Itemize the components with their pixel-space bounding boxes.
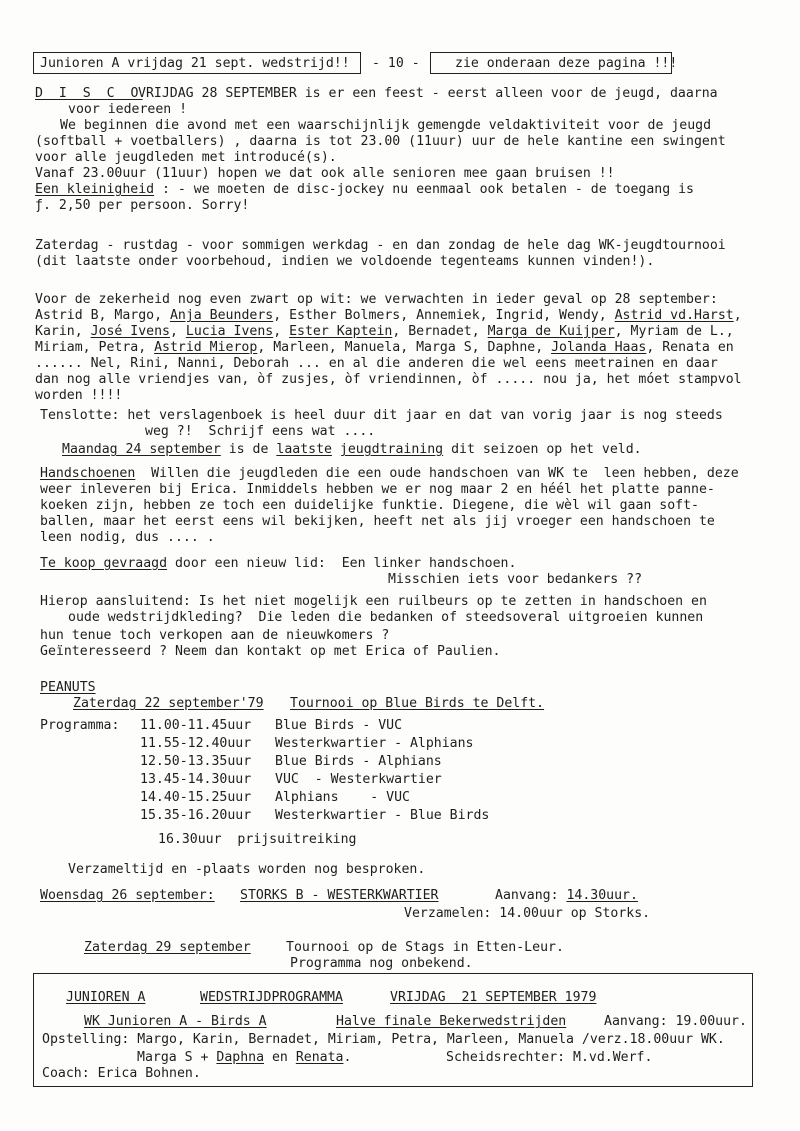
- names-text: Astrid B, Margo,: [35, 308, 170, 323]
- handschoenen-line-1: [40, 466, 739, 482]
- name-underlined: José Ivens: [90, 324, 170, 339]
- names-line-2: [35, 308, 742, 324]
- footer-team: JUNIOREN A: [66, 990, 146, 1005]
- prize-line: 16.30uur prijsuitreiking: [158, 832, 357, 847]
- footer-program: WEDSTRIJDPROGRAMMA: [200, 990, 343, 1005]
- maandag-line: [62, 442, 642, 458]
- names-text: , Marleen, Manuela, Marga S, Daphne,: [257, 340, 552, 355]
- woensdag-aanvang: [495, 888, 638, 904]
- tekoop-title: Te koop gevraagd: [40, 556, 168, 571]
- peanuts-event: Tournooi op Blue Birds te Delft.: [290, 696, 545, 711]
- footer-match: WK Junioren A - Birds A: [84, 1014, 267, 1029]
- zaterdag29-date: Zaterdag 29 september: [84, 940, 251, 955]
- peanuts-date: Zaterdag 22 september'79: [73, 696, 264, 711]
- maandag-training: jeugdtraining: [339, 442, 444, 457]
- names-line-5: ...... Nel, Rini, Nanni, Deborah ... en al die anderen die wel eens meetrainen en daar: [35, 356, 718, 371]
- names-line-6: dan nog alle vriendjes van, òf zusjes, òf vriendinnen, òf ..... nou ja, het móet stampvol: [35, 372, 742, 387]
- saturday-line-1: Zaterdag - rustdag - voor sommigen werkdag - en dan zondag de hele dag WK-jeugdtournooi: [35, 238, 726, 253]
- disco-line-2: voor iedereen !: [68, 102, 188, 117]
- names-line-1: Voor de zekerheid nog even zwart op wit: we verwachten in ieder geval op 28 september:: [35, 292, 718, 307]
- header-right-text: zie onderaan deze pagina !!!: [455, 56, 678, 71]
- opstelling-name: Renata: [295, 1050, 344, 1065]
- ruilbeurs-line-3: hun tenue toch verkopen aan de nieuwkomers ?: [40, 628, 390, 643]
- schedule-time: 13.45-14.30uur: [140, 772, 252, 787]
- disco-line-6: Vanaf 23.00uur (11uur) hopen we dat ook alle senioren mee gaan bruisen !!: [35, 166, 615, 181]
- ruilbeurs-line-4: Geïnteresseerd ? Neem dan kontakt op met Erica of Paulien.: [40, 644, 501, 659]
- maandag-text: dit seizoen op het veld.: [443, 442, 642, 457]
- names-text: ,: [273, 324, 290, 339]
- opstelling-text: en: [264, 1050, 296, 1065]
- tekoop-text: door een nieuw lid: Een linker handschoen.: [167, 556, 517, 571]
- footer-scheidsrechter: Scheidsrechter: M.vd.Werf.: [446, 1050, 653, 1065]
- name-underlined: Marga de Kuijper: [487, 324, 615, 339]
- names-line-3: [35, 324, 734, 340]
- page-number: - 10 -: [372, 56, 420, 71]
- handschoenen-line-4: ballen, maar het eerst eens wil bekijken, heeft net als jij vroeger een handschoen te: [40, 514, 715, 529]
- zaterdag29-program: Programma nog onbekend.: [290, 956, 473, 971]
- opstelling-name: Daphna: [216, 1050, 265, 1065]
- handschoenen-line-2: weer inleveren bij Erica. Inmiddels hebben we er nog maar 2 en héél het platte panne-: [40, 482, 715, 497]
- schedule-time: 15.35-16.20uur: [140, 808, 252, 823]
- names-text: , Renata en: [646, 340, 734, 355]
- footer-opstelling-2: [137, 1050, 351, 1066]
- peanuts-title: PEANUTS: [40, 680, 96, 695]
- disco-line-3: We beginnen die avond met een waarschijnlijk gemengde veldaktiviteit voor de jeugd: [60, 118, 712, 133]
- programma-label: Programma:: [40, 718, 120, 733]
- tekoop-line-1: [40, 556, 516, 572]
- tekoop-line-2: Misschien iets voor bedankers ??: [388, 572, 643, 587]
- aanvang-time: 14.30uur.: [566, 888, 638, 903]
- name-underlined: Lucia Ivens: [185, 324, 274, 339]
- schedule-time: 11.55-12.40uur: [140, 736, 252, 751]
- zaterdag29-event: Tournooi op de Stags in Etten-Leur.: [286, 940, 564, 955]
- footer-type: Halve finale Bekerwedstrijden: [336, 1014, 567, 1029]
- disco-line-8: ƒ. 2,50 per persoon. Sorry!: [35, 198, 250, 213]
- aanvang-label: Aanvang:: [495, 888, 567, 903]
- names-line-4: [35, 340, 734, 356]
- woensdag-match: STORKS B - WESTERKWARTIER: [240, 888, 439, 903]
- saturday-line-2: (dit laatste onder voorbehoud, indien we voldoende tegenteams kunnen vinden!).: [35, 254, 655, 269]
- gather-line: Verzameltijd en -plaats worden nog besproken.: [68, 862, 426, 877]
- handschoenen-line-3: koeken zijn, hebben ze toch een duidelijke funktie. Diegene, die wèl wil gaan soft-: [40, 498, 699, 513]
- ruilbeurs-line-1: Hierop aansluitend: Is het niet mogelijk een ruilbeurs op te zetten in handschoen en: [40, 594, 707, 609]
- disco-title: D I S C O: [35, 86, 143, 101]
- schedule-time: 12.50-13.35uur: [140, 754, 252, 769]
- disco-line-4: (softball + voetballers) , daarna is tot 23.00 (11uur) uur de hele kantine een swingent: [35, 134, 726, 149]
- footer-aanvang: Aanvang: 19.00uur.: [604, 1014, 747, 1029]
- disco-line-5: voor alle jeugdleden met introducé(s).: [35, 150, 337, 165]
- maandag-date: Maandag 24 september: [62, 442, 221, 457]
- names-text: ,: [733, 308, 742, 323]
- schedule-match: VUC - Westerkwartier: [275, 772, 442, 787]
- names-text: , Myriam de L.,: [614, 324, 734, 339]
- names-text: , Bernadet,: [392, 324, 488, 339]
- names-text: Miriam, Petra,: [35, 340, 155, 355]
- name-underlined: Jolanda Haas: [551, 340, 647, 355]
- names-text: , Esther Bolmers, Annemiek, Ingrid, Wendy,: [273, 308, 615, 323]
- footer-opstelling-1: Opstelling: Margo, Karin, Bernadet, Miriam, Petra, Marleen, Manuela /verz.18.00uur WK.: [42, 1032, 725, 1047]
- names-text: Karin,: [35, 324, 91, 339]
- schedule-time: 11.00-11.45uur: [140, 718, 252, 733]
- schedule-match: Westerkwartier - Blue Birds: [275, 808, 490, 823]
- ruilbeurs-line-2: oude wedstrijdkleding? Die leden die bedanken of steedsoveral uitgroeien kunnen: [68, 610, 704, 625]
- footer-date: VRIJDAG 21 SEPTEMBER 1979: [390, 990, 597, 1005]
- tenslotte-line-2: weg ?! Schrijf eens wat ....: [145, 424, 376, 439]
- disco-line-1: VRIJDAG 28 SEPTEMBER is er een feest - eerst alleen voor de jeugd, daarna: [138, 86, 718, 101]
- handschoenen-text: Willen die jeugdleden die een oude handschoen van WK te leen hebben, deze: [135, 466, 739, 481]
- name-underlined: Anja Beunders: [169, 308, 274, 323]
- handschoenen-line-5: leen nodig, dus .... .: [40, 530, 215, 545]
- opstelling-text: Marga S +: [137, 1050, 217, 1065]
- names-line-7: worden !!!!: [35, 388, 123, 403]
- disco-line-7: [35, 182, 694, 198]
- schedule-match: Alphians - VUC: [275, 790, 410, 805]
- names-text: ,: [169, 324, 186, 339]
- schedule-match: Blue Birds - VUC: [275, 718, 403, 733]
- schedule-match: Blue Birds - Alphians: [275, 754, 442, 769]
- tenslotte-line-1: Tenslotte: het verslagenboek is heel duur dit jaar en dat van vorig jaar is nog steeds: [40, 408, 723, 423]
- name-underlined: Ester Kaptein: [289, 324, 393, 339]
- maandag-text: is de: [220, 442, 277, 457]
- woensdag-date: Woensdag 26 september:: [40, 888, 215, 903]
- name-underlined: Astrid Mierop: [154, 340, 258, 355]
- kleinigheid-text: : - we moeten de disc-jockey nu eenmaal ook betalen - de toegang is: [154, 182, 694, 197]
- header-left-text: Junioren A vrijdag 21 sept. wedstrijd!!: [40, 56, 350, 71]
- kleinigheid-label: Een kleinigheid: [35, 182, 155, 197]
- handschoenen-title: Handschoenen: [40, 466, 136, 481]
- schedule-time: 14.40-15.25uur: [140, 790, 252, 805]
- footer-coach: Coach: Erica Bohnen.: [42, 1066, 201, 1081]
- schedule-match: Westerkwartier - Alphians: [275, 736, 474, 751]
- maandag-text: [332, 442, 340, 457]
- name-underlined: Astrid vd.Harst: [614, 308, 734, 323]
- woensdag-gather: Verzamelen: 14.00uur op Storks.: [404, 906, 651, 921]
- opstelling-text: .: [343, 1050, 352, 1065]
- maandag-laatste: laatste: [276, 442, 332, 457]
